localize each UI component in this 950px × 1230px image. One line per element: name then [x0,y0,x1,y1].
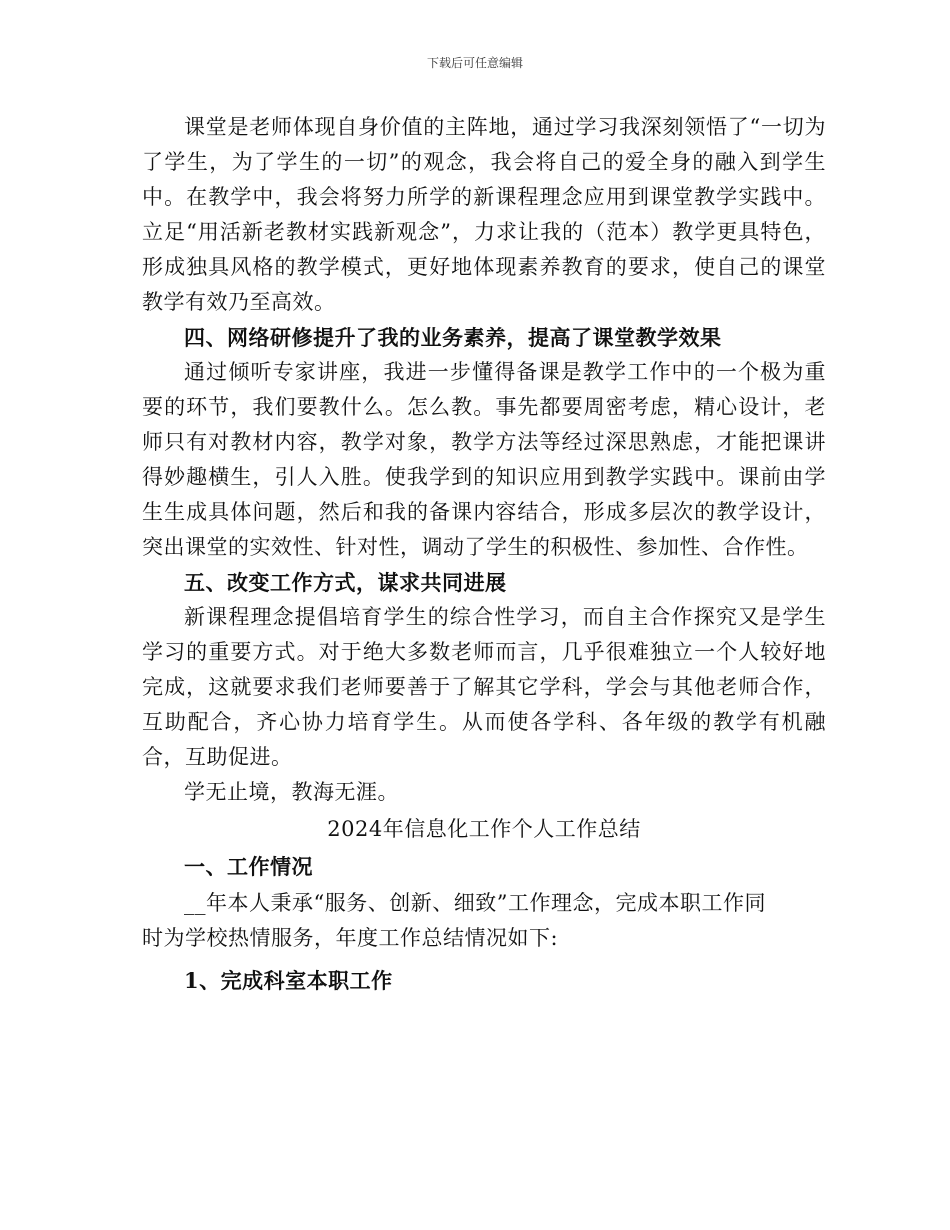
paragraph-intro-line-2: 时为学校热情服务，年度工作总结情况如下: [142,926,559,950]
paragraph-cooperation: 新课程理念提倡培育学生的综合性学习，而自主合作探究又是学生学习的重要方式。对于绝大多数老师而言，几乎很难独立一个人较好地完成，这就要求我们老师要善于了解其它学科，学会与其他老师合作，互助配合，齐心协力培育学生。从而使各学科、各年级的教学有机融合，互助促进。 [142,605,826,769]
paragraph-intro-line-1: __年本人秉承“服务、创新、细致”工作理念，完成本职工作同 [184,891,766,915]
document-title: 2024年信息化工作个人工作总结 [327,817,641,841]
document-body [142,110,826,998]
heading-section-5: 五、改变工作方式，谋求共同进展 [184,570,507,595]
paragraph-closing: 学无止境，教海无涯。 [184,780,399,804]
paragraph-classroom: 课堂是老师体现自身价值的主阵地，通过学习我深刻领悟了“一切为了学生，为了学生的一切”的观念，我会将自己的爱全身的融入到学生中。在教学中，我会将努力所学的新课程理念应用到课堂教学实践中。立足“用活新老教材实践新观念”，力求让我的（范本）教学更具特色，形成独具风格的教学模式，更好地体现素养教育的要求，使自己的课堂教学有效乃至高效。 [142,115,826,314]
heading-work-status: 一、工作情况 [184,854,313,879]
paragraph-lesson-prep: 通过倾听专家讲座，我进一步懂得备课是教学工作中的一个极为重要的环节，我们要教什么。怎么教。事先都要周密考虑，精心设计，老师只有对教材内容，教学对象，教学方法等经过深思熟虑，才能把课讲得妙趣横生，引人入胜。使我学到的知识应用到教学实践中。课前由学生生成具体问题，然后和我的备课内容结合，形成多层次的教学设计，突出课堂的实效性、针对性，调动了学生的积极性、参加性、合作性。 [142,360,826,559]
heading-subsection-1: 1、完成科室本职工作 [184,968,393,993]
heading-section-4: 四、网络研修提升了我的业务素养，提高了课堂教学效果 [184,325,722,350]
page-header: 下载后可任意编辑 [426,56,523,70]
